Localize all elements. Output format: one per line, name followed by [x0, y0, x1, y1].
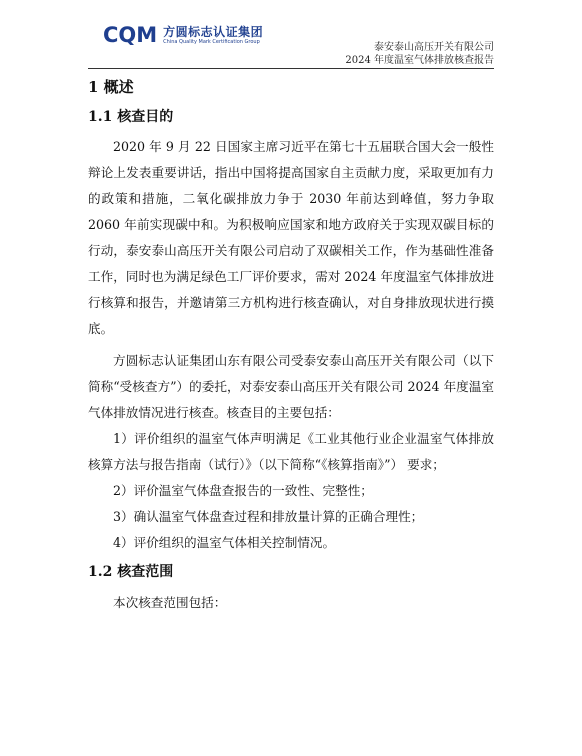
page-header	[0, 0, 582, 72]
list-item-1: 1）评价组织的温室气体声明满足《工业其他行业企业温室气体排放核算方法与报告指南（试行）》（以下简称“《核算指南》”） 要求；	[88, 431, 494, 472]
header-right	[345, 41, 494, 67]
paragraph-commission: 方圆标志认证集团山东有限公司受泰安泰山高压开关有限公司（以下简称“受核查方”）的委托，对泰安泰山高压开关有限公司 2024 年度温室气体排放情况进行核查。核查目的主要包括：	[88, 353, 494, 420]
header-rule	[88, 68, 494, 69]
paragraph-background: 2020 年 9 月 22 日国家主席习近平在第七十五届联合国大会一般性辩论上发表重要讲话，指出中国将提高国家自主贡献力度，采取更加有力的政策和措施，二氧化碳排放力争于 2030 年前达到峰值，努力争取 2060 年前实现碳中和。为积极响应国家和地方政府关于实现双碳目标的行动，泰安泰山高压开关有限公司启动了双碳相关工作，作为基础性准备工作，同时也为满足绿色工厂评价要求，需对 2024 年度温室气体排放进行核算和报告，并邀请第三方机构进行核查确认，对自身排放现状进行摸底。	[88, 139, 494, 336]
logo-english-name: China Quality Mark Certification Group	[163, 38, 260, 45]
list-item-3: 3）确认温室气体盘查过程和排放量计算的正确合理性；	[113, 509, 424, 524]
header-company: 泰安泰山高压开关有限公司	[374, 42, 494, 53]
section-heading-overview: 1 概述	[88, 78, 134, 96]
logo-mark	[103, 23, 157, 47]
cqm-logo	[103, 23, 263, 47]
subsection-heading-scope: 1.2 核查范围	[88, 564, 174, 580]
document-body	[88, 74, 494, 616]
list-item-4: 4）评价组织的温室气体相关控制情况。	[113, 535, 336, 550]
logo-mark-text: CQM	[103, 23, 158, 47]
subsection-heading-purpose: 1.1 核查目的	[88, 109, 174, 125]
header-report-title: 2024 年度温室气体排放核查报告	[345, 55, 494, 66]
logo-chinese-name: 方圆标志认证集团	[163, 24, 264, 39]
logo-text	[163, 25, 263, 46]
paragraph-scope: 本次核查范围包括：	[113, 595, 227, 610]
list-item-2: 2）评价温室气体盘查报告的一致性、完整性；	[113, 483, 373, 498]
